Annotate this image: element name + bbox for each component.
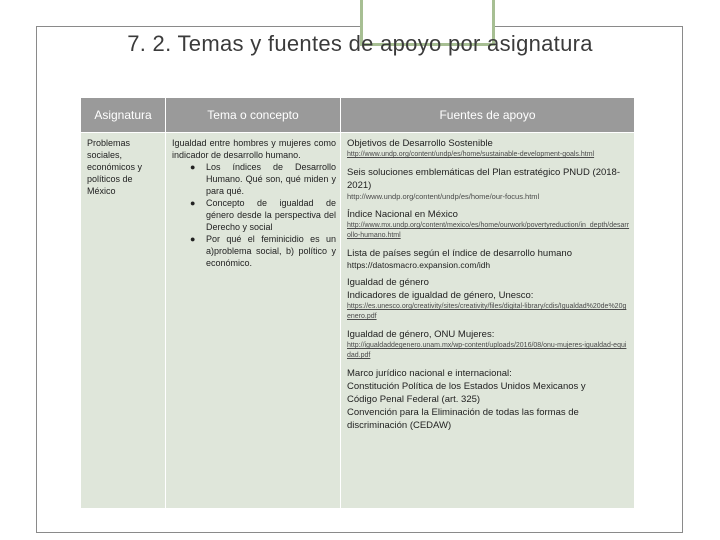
header-asignatura: Asignatura (81, 98, 166, 133)
source-line: Convención para la Eliminación de todas las formas de discriminación (CEDAW) (347, 407, 579, 431)
source-link[interactable]: https://datosmacro.expansion.com/idh (347, 260, 491, 270)
list-item (182, 161, 336, 197)
source-link[interactable]: http://www.undp.org/content/undp/es/home/our-focus.html (347, 192, 540, 201)
source-line: Código Penal Federal (art. 325) (347, 394, 481, 405)
header-tema: Tema o concepto (166, 98, 341, 133)
source-line: Constitución Política de los Estados Unidos Mexicanos y (347, 381, 586, 392)
source-entry (347, 137, 630, 160)
source-name: Igualdad de género (347, 277, 429, 288)
topic-intro: Igualdad entre hombres y mujeres como indicador de desarrollo humano. (172, 138, 336, 160)
header-fuentes: Fuentes de apoyo (341, 98, 635, 133)
source-link[interactable]: http://igualdaddegenero.unam.mx/wp-content/uploads/2016/08/onu-mujeres-igualdad-equidad.pdf (347, 342, 627, 359)
source-link[interactable]: http://www.mx.undp.org/content/mexico/es/home/ourwork/povertyreduction/in_depth/desarrollo-humano.html (347, 222, 630, 239)
topic-cell (166, 133, 341, 509)
source-name: Índice Nacional en México (347, 209, 458, 220)
source-name: Objetivos de Desarrollo Sostenible (347, 138, 493, 149)
source-name: Seis soluciones emblemáticas del Plan estratégico PNUD (2018-2021) (347, 167, 620, 191)
source-link[interactable]: http://www.undp.org/content/undp/es/home/sustainable-development-goals.html (347, 151, 595, 158)
source-name: Lista de países según el índice de desarrollo humano (347, 248, 572, 259)
topics-table (80, 97, 635, 509)
source-entry (347, 208, 630, 241)
topic-list (172, 161, 336, 269)
list-item-text: Concepto de igualdad de género desde la perspectiva del Derecho y social (206, 198, 336, 232)
list-item-text: Los índices de Desarrollo Humano. Qué son, qué miden y para qué. (206, 162, 336, 196)
source-subname: Indicadores de igualdad de género, Unesco: (347, 290, 534, 301)
list-item-text: Por qué el feminicidio es un a)problema social, b) político y económico. (206, 234, 336, 268)
source-entry (347, 247, 630, 270)
source-name: Marco jurídico nacional e internacional: (347, 368, 512, 379)
bullet-icon: ● (190, 162, 196, 172)
list-item (182, 197, 336, 233)
subject-cell (81, 133, 166, 509)
list-item (182, 233, 336, 269)
bullet-icon: ● (190, 234, 196, 244)
slide-title: 7. 2. Temas y fuentes de apoyo por asignatura (127, 31, 593, 56)
source-entry (347, 367, 630, 432)
table-row (81, 133, 635, 509)
source-entry (347, 328, 630, 361)
bullet-icon: ● (190, 198, 196, 208)
table-header-row (81, 98, 635, 133)
sources-cell (341, 133, 635, 509)
source-name: Igualdad de género, ONU Mujeres: (347, 329, 495, 340)
source-link[interactable]: https://es.unesco.org/creativity/sites/creativity/files/digital-library/cdis/Igualdad%20de%20genero.pdf (347, 303, 627, 320)
source-entry (347, 166, 630, 202)
source-entry (347, 276, 630, 322)
subject-text: Problemas sociales, económicos y políticos de México (87, 138, 143, 196)
